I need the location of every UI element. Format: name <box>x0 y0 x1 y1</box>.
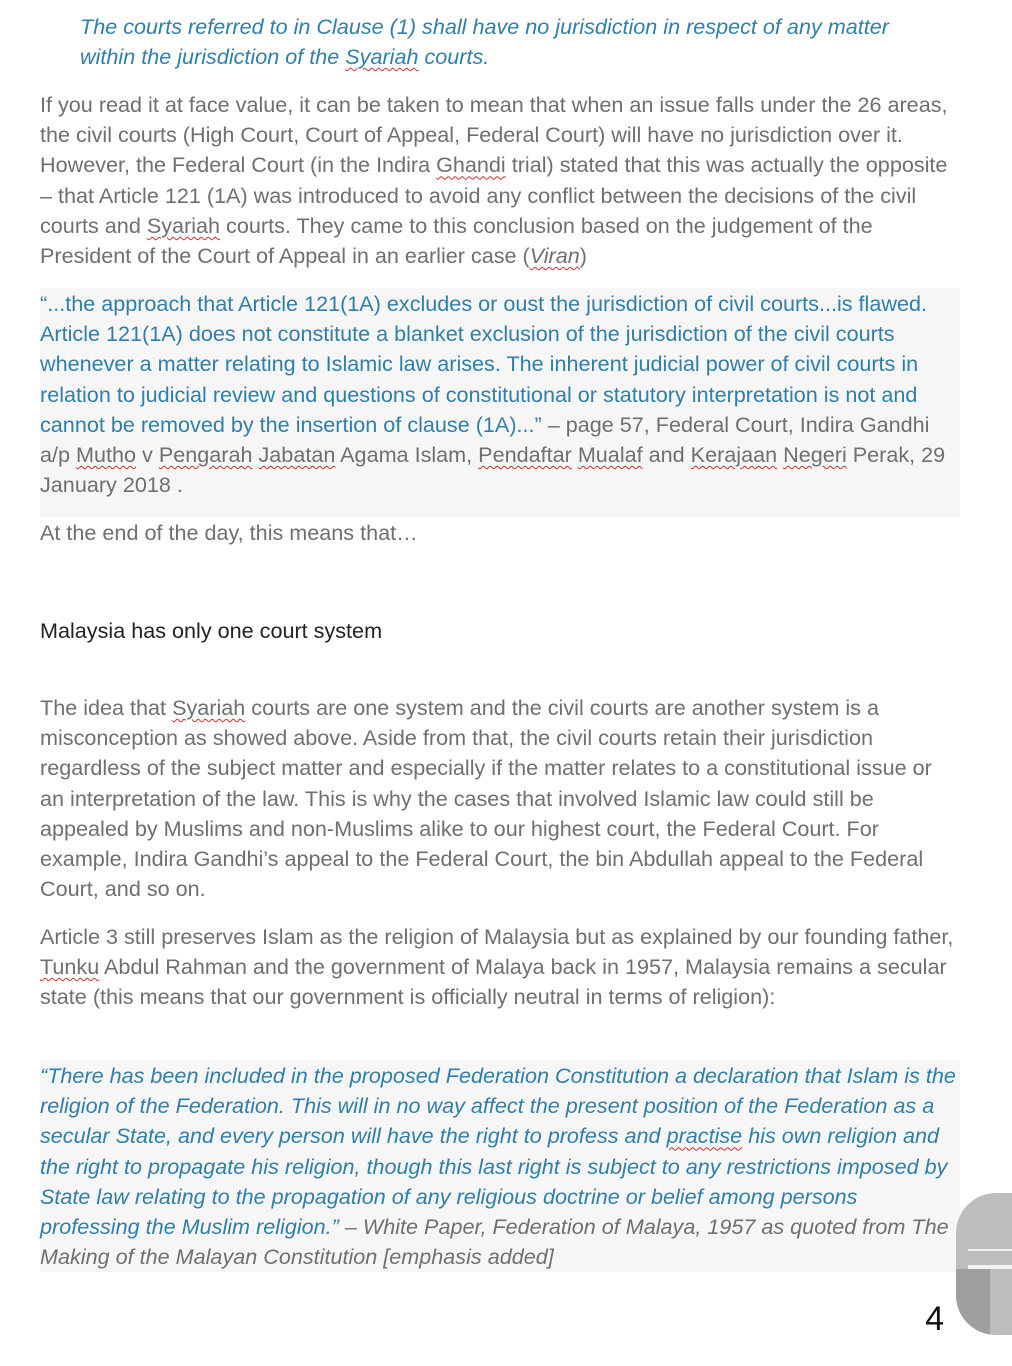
paragraph-article-3: Article 3 still preserves Islam as the religion of Malaysia but as explained by our founding father, Tunku Abdul Rahman and the government of Malaya back in 1957, Malaysia remains a secular state (this means that our government is officially neutral in terms of religion): <box>40 924 954 1010</box>
spellcheck-word: Ghandi <box>436 152 506 178</box>
spellcheck-word: practise <box>666 1123 743 1149</box>
federal-court-quote-text: “...the approach that Article 121(1A) excludes or oust the jurisdiction of civil courts...is flawed. Article 121(1A) does not constitute a blanket exclusion of the jurisdiction of the civil courts whenever a matter relating to Islamic law arises. The inherent judicial power of civil courts in relation to judicial review and questions of constitutional or statutory interpretation is not and cannot be removed by the insertion of clause (1A)...” <box>40 291 927 437</box>
page-number: 4 <box>925 1300 944 1338</box>
clause-quote-line1: The courts referred to in Clause (1) shall have no jurisdiction in respect of any matter <box>80 14 889 39</box>
paragraph-one-system: The idea that Syariah courts are one system and the civil courts are another system is a misconception as showed above. Aside from that, the civil courts retain their jurisdiction regardless of the subject matter and especially if the matter relates to a constitutional issue or an interpretation of the law. This is why the cases that involved Islamic law could still be appealed by Muslims and non-Muslims alike to our highest court, the Federal Court. For example, Indira Gandhi’s appeal to the Federal Court, the bin Abdullah appeal to the Federal Court, and so on. <box>40 695 932 902</box>
scroll-handle-notch <box>956 1269 990 1335</box>
clause-quote: The courts referred to in Clause (1) shall have no jurisdiction in respect of any matter within the jurisdiction of the Syariah courts. <box>80 14 889 70</box>
section-heading: Malaysia has only one court system <box>40 618 383 643</box>
page-scroll-handle[interactable] <box>956 1193 1012 1335</box>
federal-court-quote: “...the approach that Article 121(1A) excludes or oust the jurisdiction of civil courts...is flawed. Article 121(1A) does not constitute a blanket exclusion of the jurisdiction of the civil courts whenever a matter relating to Islamic law arises. The inherent judicial power of civil courts in relation to judicial review and questions of constitutional or statutory interpretation is not and cannot be removed by the insertion of clause (1A)...” – page 57, Federal Court, Indira Gandhi a/p Mutho v Pengarah Jabatan Agama Islam, Pendaftar Mualaf and Kerajaan Negeri Perak, 29 January 2018 . <box>40 291 946 498</box>
spellcheck-word: Syariah <box>146 212 221 238</box>
spellcheck-word: Syariah <box>345 44 419 70</box>
white-paper-quote: “There has been included in the proposed Federation Constitution a declaration that Islam is the religion of the Federation. This will in no way affect the present position of the Federation as a secular State, and every person will have the right to profess and practise his own religion and the right to propagate his religion, though this last right is subject to any restrictions imposed by State law relating to the propagation of any religious doctrine or belief among persons professing the Muslim religion.” – White Paper, Federation of Malaya, 1957 as quoted from The Making of the Malayan Constitution [emphasis added] <box>40 1063 956 1270</box>
spellcheck-word: Tunku <box>40 954 100 980</box>
paragraph-end-of-day: At the end of the day, this means that… <box>40 520 418 545</box>
case-name-viran: Viran <box>529 243 580 269</box>
scroll-handle-line <box>968 1249 1012 1251</box>
paragraph-interpretation: If you read it at face value, it can be taken to mean that when an issue falls under the 26 areas, the civil courts (High Court, Court of Appeal, Federal Court) will have no jurisdiction over it. However, the Federal Court (in the Indira Ghandi trial) stated that this was actually the opposite – that Article 121 (1A) was introduced to avoid any conflict between the decisions of the civil courts and Syariah courts. They came to this conclusion based on the judgement of the President of the Court of Appeal in an earlier case (Viran) <box>40 92 948 269</box>
spellcheck-word: Syariah <box>172 695 246 720</box>
white-paper-citation: – White Paper, Federation of Malaya, 1957 as quoted from The Making of the Malayan Constitution [emphasis added] <box>40 1214 949 1270</box>
